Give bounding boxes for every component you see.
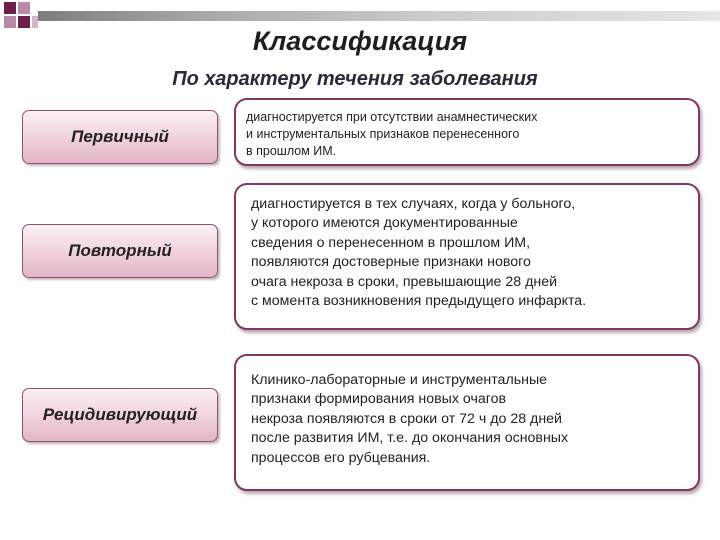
page-title: Классификация [252,26,468,56]
label-recurrent [22,388,218,442]
description-line: процессов его рубцевания. [251,449,431,466]
description-line: с момента возникновения предыдущего инфаркта. [251,293,587,310]
label-repeated-text: Повторный [68,241,172,260]
description-line: признаки формирования новых очагов [251,391,507,408]
label-primary [22,110,218,164]
description-line: сведения о перенесенном в прошлом ИМ, [251,234,531,251]
page-subtitle: По характеру течения заболевания [172,68,538,90]
decor-square [18,16,30,28]
decor-square [18,2,30,14]
description-line: появляются достоверные признаки нового [251,254,531,271]
label-recurrent-text: Рецидивирующий [42,405,198,424]
description-line: Клинико-лабораторные и инструментальные [251,372,548,388]
description-primary [234,98,700,166]
description-repeated [234,183,700,330]
label-repeated [22,224,218,278]
description-recurrent [234,354,700,491]
label-primary-text: Первичный [71,127,169,146]
decor-square [4,16,16,28]
description-line: в прошлом ИМ. [246,144,337,158]
description-line: некроза появляются в сроки от 72 ч до 28 дней [251,410,562,427]
header-gradient-band [38,11,720,21]
decor-square [4,2,16,14]
description-line: и инструментальных признаков перенесенного [246,127,520,141]
description-line: у которого имеются документированные [251,215,518,232]
decor-square [32,16,38,28]
description-line: диагностируется при отсутствии анамнестических [246,110,538,124]
description-line: очага некроза в сроки, превышающие 28 дней [251,273,558,290]
description-line: диагностируется в тех случаях, когда у больного, [251,196,576,212]
description-line: после развития ИМ, т.е. до окончания основных [251,430,569,447]
